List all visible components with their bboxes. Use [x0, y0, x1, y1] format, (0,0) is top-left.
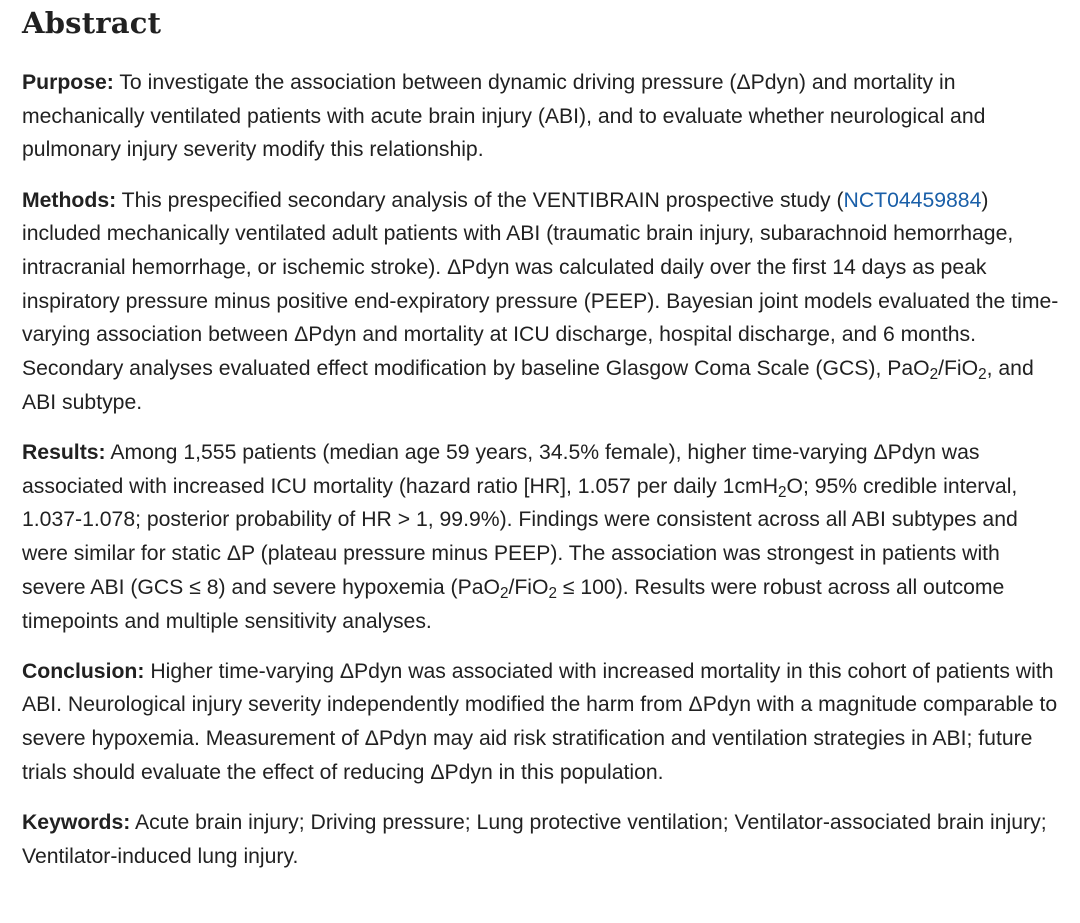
methods-label: Methods:: [22, 188, 117, 212]
results-text-1: Among 1,555 patients (median age 59 years, 34.5% female), higher time-varying ΔPdyn was associated with increased ICU mortality (hazard ratio [HR], 1.057 per daily 1cmH: [22, 441, 980, 498]
results-subscript-2: 2: [499, 584, 509, 602]
methods-subscript-2: 2: [978, 365, 987, 383]
methods-text-3: /FiO: [938, 357, 979, 381]
conclusion-text: Higher time-varying ΔPdyn was associated with increased mortality in this cohort of patients with ABI. Neurological injury severity independently modified the harm from ΔPdyn with a magnitude comparable to severe hypoxemia. Measurement of ΔPdyn may aid risk stratification and ventilation strategies in ABI; future trials should evaluate the effect of reducing ΔPdyn in this population.: [22, 659, 1058, 784]
keywords-paragraph: [22, 806, 1062, 873]
keywords-text: Acute brain injury; Driving pressure; Lung protective ventilation; Ventilator-associated brain injury; Ventilator-induced lung injury.: [22, 811, 1047, 868]
results-text-3: /FiO: [508, 575, 549, 599]
purpose-label: Purpose:: [22, 71, 114, 94]
keywords-label: Keywords:: [22, 811, 131, 835]
results-label: Results:: [22, 441, 106, 465]
purpose-paragraph: [22, 66, 1062, 167]
results-paragraph: [22, 436, 1062, 638]
abstract-heading: Abstract: [22, 6, 162, 40]
abstract-section: [22, 0, 1062, 873]
methods-text-1: This prespecified secondary analysis of the VENTIBRAIN prospective study (: [121, 188, 844, 212]
methods-subscript-1: 2: [929, 365, 939, 383]
conclusion-label: Conclusion:: [22, 659, 145, 683]
results-text-4: ≤ 100). Results were robust across all outcome timepoints and multiple sensitivity analyses.: [22, 575, 1005, 633]
trial-registration-link[interactable]: NCT04459884: [843, 188, 982, 212]
results-subscript-3: 2: [548, 584, 557, 602]
methods-paragraph: [22, 184, 1062, 420]
results-subscript-1: 2: [778, 483, 787, 501]
purpose-text: To investigate the association between dynamic driving pressure (ΔPdyn) and mortality in mechanically ventilated patients with acute brain injury (ABI), and to evaluate whether neurological and pulmonary injury severity modify this relationship.: [22, 71, 986, 162]
methods-text-2: ) included mechanically ventilated adult patients with ABI (traumatic brain injury, subarachnoid hemorrhage, intracranial hemorrhage, or ischemic stroke). ΔPdyn was calculated daily over the first 14 days as peak inspiratory pressure minus positive end-expiratory pressure (PEEP). Bayesian joint models evaluated the time-varying association between ΔPdyn and mortality at ICU discharge, hospital discharge, and 6 months. Secondary analyses evaluated effect modification by baseline Glasgow Coma Scale (GCS), PaO: [22, 188, 1059, 381]
methods-text-4: , and ABI subtype.: [22, 357, 1034, 414]
conclusion-paragraph: [22, 655, 1062, 790]
results-text-2: O; 95% credible interval, 1.037-1.078; posterior probability of HR > 1, 99.9%). Findings were consistent across all ABI subtypes and were similar for static ΔP (plateau pressure minus PEEP). The association was strongest in patients with severe ABI (GCS ≤ 8) and severe hypoxemia (PaO: [22, 474, 1018, 599]
